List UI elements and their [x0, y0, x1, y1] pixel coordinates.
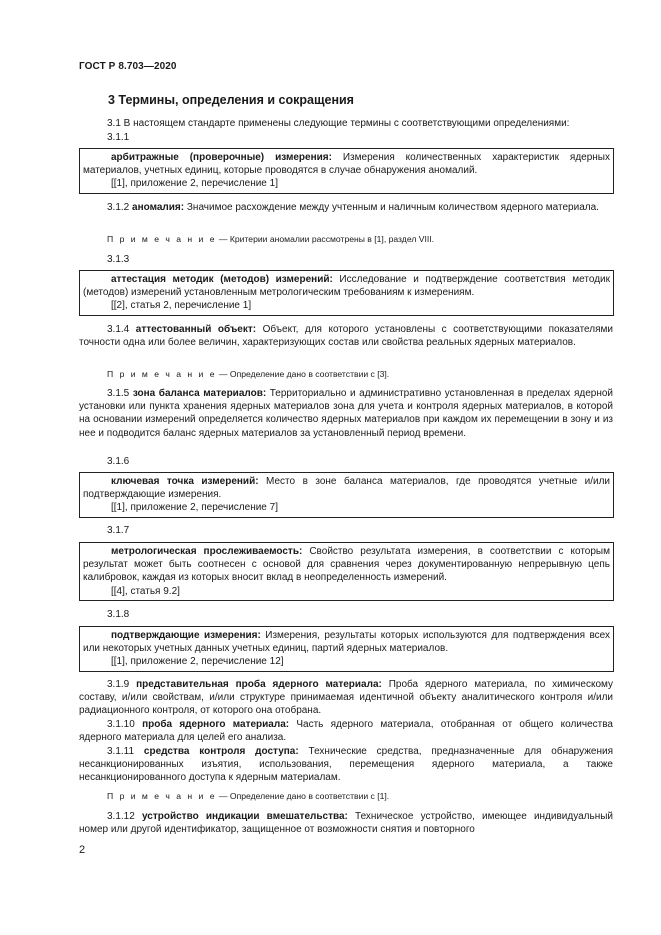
term-source: [[1], приложение 2, перечисление 12] — [111, 656, 284, 668]
paragraph-3-1-4 — [79, 323, 613, 349]
term-number-3-1-7: 3.1.7 — [107, 525, 130, 536]
term-name: средства контроля доступа: — [143, 746, 299, 757]
clause-number: 3.1.9 — [107, 679, 130, 690]
note-label: П р и м е ч а н и е — [107, 234, 217, 244]
term-source: [[1], приложение 2, перечисление 7] — [111, 502, 278, 514]
term-name: представительная проба ядерного материала: — [136, 679, 382, 690]
note-3-1-4 — [107, 368, 389, 380]
paragraph-3-1-9 — [79, 678, 613, 718]
intro-paragraph: 3.1 В настоящем стандарте применены следующие термины с соответствующими определениями: — [107, 118, 570, 129]
clause-number: 3.1.11 — [107, 746, 135, 757]
note-text: — Определение дано в соответствии с [3]. — [216, 369, 390, 379]
note-label: П р и м е ч а н и е — [107, 369, 217, 379]
paragraph-3-1-12 — [79, 810, 613, 836]
clause-number: 3.1.10 — [107, 719, 135, 730]
section-title: 3 Термины, определения и сокращения — [108, 93, 354, 107]
term-name: зона баланса материалов: — [132, 388, 267, 399]
term-definition: Значимое расхождение между учтенным и наличным количеством ядерного материала. — [184, 202, 599, 213]
clause-number: 3.1.5 — [107, 388, 130, 399]
document-header: ГОСТ Р 8.703—2020 — [79, 61, 177, 72]
page-number: 2 — [79, 844, 86, 856]
term-name: арбитражные (проверочные) измерения: — [111, 152, 332, 163]
term-definition: Измерения, результаты которых используются для подтверждения всех или некоторых учетных данных учетных единиц, партий ядерных материалов. — [83, 630, 610, 655]
term-box-3-1-7 — [79, 542, 614, 601]
term-definition: Проба ядерного материала, по химическому составу, и/или свойствам, и/или структуре принимаемая идентичной объекту аналитического контроля и/или радиационного контроля, от которого она отобрана. — [79, 679, 613, 717]
note-3-1-11 — [107, 790, 389, 802]
note-3-1-2 — [107, 233, 434, 245]
term-number-3-1-6: 3.1.6 — [107, 456, 130, 467]
term-name: аномалия: — [132, 202, 185, 213]
paragraph-3-1-10 — [79, 718, 613, 744]
term-definition: Территориально и административно установленная в пределах ядерной установки или пункта хранения ядерных материалов зона для учета и контроля ядерных материалов, в которой на основании измерений определяется количество ядерных материалов при каждом их перемещении в зону и из нее и подводится баланс ядерных материалов за установленный период времени. — [79, 388, 613, 439]
term-definition: Исследование и подтверждение соответствия методик (методов) измерений установленным метрологическим требованиям к измерениям. — [83, 274, 610, 299]
term-definition: Часть ядерного материала, отобранная от общего количества ядерного материала для целей его анализа. — [79, 719, 613, 744]
term-box-3-1-6 — [79, 472, 614, 518]
term-definition: Свойство результата измерения, в соответствии с которым результат может быть соотнесен с основой для сравнения через документированную непрерывную цепь калибровок, каждая из которых вносит вклад в неопределенность измерений. — [83, 546, 610, 584]
paragraph-3-1-2 — [79, 201, 613, 214]
term-source: [[1], приложение 2, перечисление 1] — [111, 178, 278, 190]
clause-number: 3.1.12 — [107, 811, 135, 822]
term-name: ключевая точка измерений: — [111, 476, 259, 487]
term-name: подтверждающие измерения: — [111, 630, 261, 641]
term-definition: Техническое устройство, имеющее индивидуальный номер или другой идентификатор, защищенное от возможности снятия и повторного — [79, 811, 613, 836]
term-definition: Измерения количественных характеристик ядерных материалов, учетных единиц, которые проводятся в случае обнаружения аномалий. — [83, 152, 610, 177]
note-label: П р и м е ч а н и е — [107, 791, 217, 801]
clause-number: 3.1.4 — [107, 324, 130, 335]
term-number-3-1-1: 3.1.1 — [107, 132, 130, 143]
term-name: устройство индикации вмешательства: — [141, 811, 348, 822]
term-source: [[4], статья 9.2] — [111, 585, 180, 597]
term-name: проба ядерного материала: — [142, 719, 290, 730]
term-box-3-1-3 — [79, 270, 614, 316]
term-box-3-1-8 — [79, 626, 614, 672]
paragraph-3-1-11 — [79, 745, 613, 785]
note-text: — Критерии аномалии рассмотрены в [1], раздел VIII. — [216, 234, 434, 244]
term-number-3-1-3: 3.1.3 — [107, 254, 130, 265]
term-name: аттестованный объект: — [135, 324, 257, 335]
term-name: метрологическая прослеживаемость: — [111, 546, 303, 557]
paragraph-3-1-5 — [79, 387, 613, 440]
term-definition: Место в зоне баланса материалов, где проводятся учетные и/или подтверждающие измерения. — [83, 476, 610, 501]
term-number-3-1-8: 3.1.8 — [107, 609, 130, 620]
term-source: [[2], статья 2, перечисление 1] — [111, 300, 252, 312]
term-name: аттестация методик (методов) измерений: — [111, 274, 333, 285]
note-text: — Определение дано в соответствии с [1]. — [216, 791, 390, 801]
clause-number: 3.1.2 — [107, 202, 130, 213]
term-definition: Объект, для которого установлены с соответствующими показателями точности одна или более величин, характеризующих состав или свойства реальных ядерных материалов. — [79, 324, 613, 349]
term-box-3-1-1 — [79, 148, 614, 194]
term-definition: Технические средства, предназначенные для обнаружения несанкционированных изъятия, использования, перемещения ядерного материала, а также несанкционированного доступа к ядерным материалам. — [79, 746, 614, 784]
